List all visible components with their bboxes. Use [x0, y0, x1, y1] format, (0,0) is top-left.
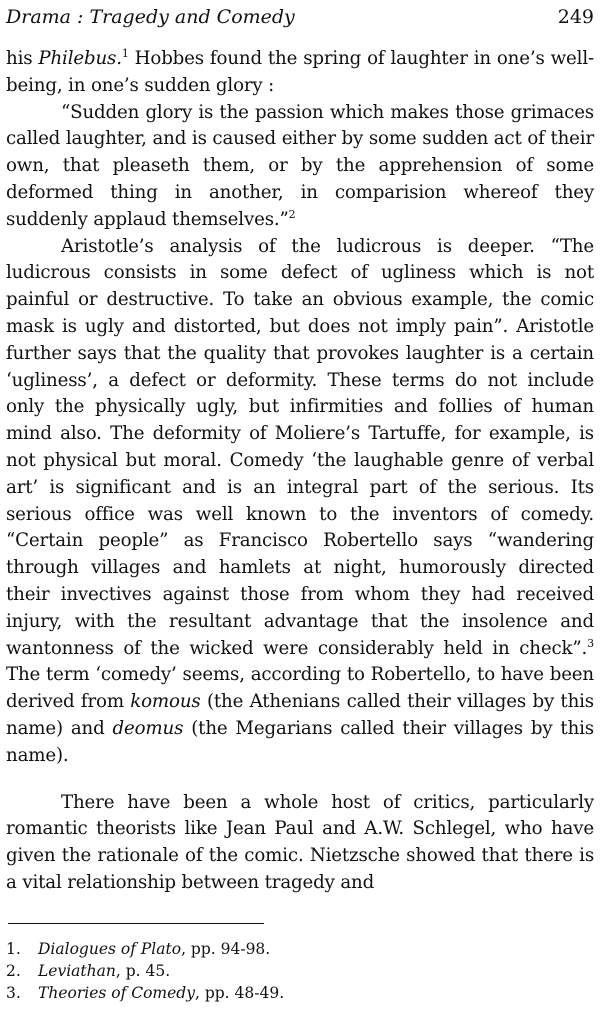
footnote-item — [6, 938, 594, 960]
footnote-item — [6, 982, 594, 1004]
text-run: The term ‘comedy’ seems, according to Robertello, to have been derived from — [6, 664, 594, 713]
footnote-rule — [8, 923, 264, 924]
footnote-title: Dialogues of Plato — [38, 939, 182, 958]
italic-text: Philebus. — [38, 48, 122, 69]
footnote-rest: , p. 45. — [115, 961, 171, 980]
paragraph-aristotle — [6, 234, 594, 770]
footnote-reference: 1 — [121, 46, 129, 60]
footnotes — [6, 938, 594, 1004]
text-run: (the Athenians called their villages by this name) and — [6, 691, 594, 739]
paragraph-hobbes-quote — [6, 100, 594, 234]
footnote-title: Theories of Comedy — [38, 983, 195, 1002]
footnote-number: 3. — [6, 983, 21, 1002]
text-run: his — [6, 48, 39, 69]
footnote-text — [38, 938, 270, 960]
running-header-title: Drama : Tragedy and Comedy — [6, 6, 295, 28]
body-text — [6, 46, 594, 897]
footnote-reference: 3 — [587, 636, 594, 650]
text-run: “Sudden glory is the passion which makes those grimaces called laughter, and is caused either by some sudden act of their own, that pleaseth them, or by the apprehension of some deformed thing in another, in comparision whereof they suddenly applaud themselves.” — [6, 101, 594, 230]
paragraph-critics — [6, 790, 594, 897]
book-page — [6, 0, 594, 1004]
page-number: 249 — [557, 6, 594, 28]
footnote-item — [6, 960, 594, 982]
footnote-text — [38, 960, 170, 982]
footnote-rest: , pp. 48-49. — [194, 983, 285, 1002]
text-run: Aristotle’s analysis of the ludicrous is deeper. “The ludicrous consists in some defect of ugliness which is not painful or destructive. To take an obvious example, the comic mask is ugly and distorted, but does not imply pain”. Aristotle further says that the quality that provokes laughter is a certain ‘ugliness’, a defect or deformity. These terms do not include only the physically ugly, but infirmities and follies of human mind also. The deformity of Moliere’s Tartuffe, for example, is not physical but moral. Comedy ‘the laughable genre of verbal art’ is significant and is an integral part of the serious. Its serious office was well known to the inventors of comedy. “Certain people” as Francisco Robertello says “wandering through villages and hamlets at night, humorously directed their invectives against those from whom they had received injury, with the resultant advantage that the insolence and wantonness of the wicked were considerably held in check”. — [6, 235, 594, 659]
text-run: Hobbes found the spring of laughter in one’s well-being, in one’s sudden glory : — [6, 48, 594, 96]
footnote-number: 1. — [6, 939, 21, 958]
footnote-text — [38, 982, 284, 1004]
text-run: (the Megarians called their villages by this name). — [6, 717, 594, 766]
footnote-rest: , pp. 94-98. — [181, 939, 271, 958]
text-run: There have been a whole host of critics, particularly romantic theorists like Jean Paul and A.W. Schlegel, who have given the rationale of the comic. Nietzsche showed that there is a vital relationship between tragedy and — [6, 791, 594, 893]
italic-text: komous — [130, 691, 201, 713]
running-header — [6, 0, 594, 34]
footnote-reference: 2 — [288, 207, 296, 221]
paragraph-continuation — [6, 46, 594, 100]
footnote-number: 2. — [6, 961, 21, 980]
footnote-title: Leviathan — [38, 961, 116, 980]
italic-text: deomus — [112, 717, 184, 739]
